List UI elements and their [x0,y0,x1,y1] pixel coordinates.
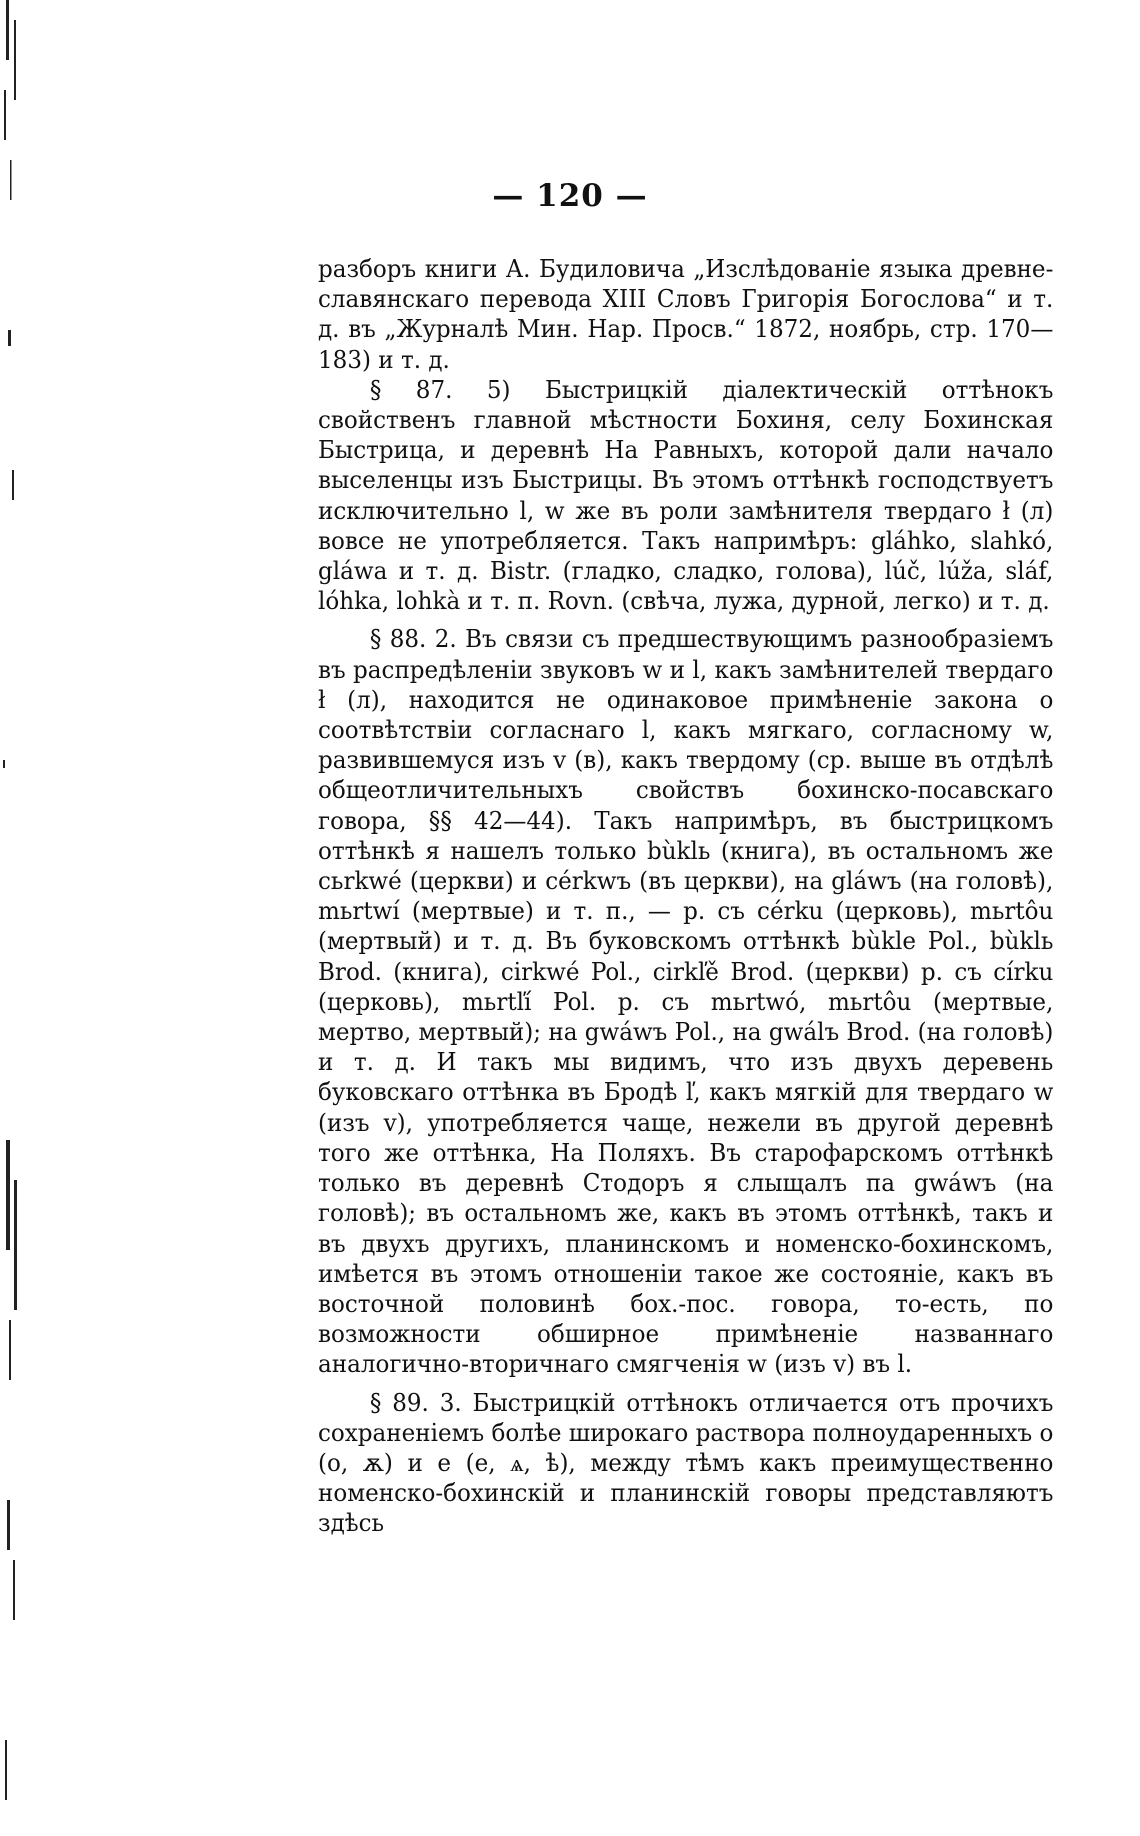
body-text [318,254,1053,1539]
scan-edge-marks [0,0,30,1836]
page-number: — 120 — [492,178,648,214]
paragraph-88: § 88. 2. Въ связи съ предшествующимъ разнообразіемъ въ распредѣленіи звуковъ w и l, какъ замѣнителей твердаго ł (л), находится не одинаковое примѣненіе закона о соотвѣтствіи согласнаго l, какъ мягкаго, согласному w, развившемуся изъ v (в), какъ твердому (ср. выше въ отдѣлѣ общеотличительныхъ свойствъ бохинско-посавскаго говора, §§ 42—44). Такъ напримѣръ, въ быстрицкомъ оттѣнкѣ я нашелъ только bùklь (книга), въ остальномъ же сьrkwé (церкви) и cérkwъ (въ церкви), на gláwъ (на головѣ), mьrtwí (мертвые) и т. п., — р. съ cérku (церковь), mьrtо̂u (мертвый) и т. д. Въ буковскомъ оттѣнкѣ bùkle Pol., bùklь Brod. (книга), cirkwé Pol., cirkľě Brod. (церкви) р. съ círku (церковь), mьrtľí Pol. р. съ mьrtwó, mьrtо̂u (мертвые, мертво, мертвый); на gwáwъ Pol., на gwálъ Brod. (на головѣ) и т. д. И такъ мы видимъ, что изъ двухъ деревень буковскаго оттѣнка въ Бродѣ ľ, какъ мягкій для твердаго w (изъ v), употребляется чаще, нежели въ другой деревнѣ того же оттѣнка, На Поляхъ. Въ старофарскомъ оттѣнкѣ только въ деревнѣ Стодоръ я слыщалъ па gwáwъ (на головѣ); въ остальномъ же, какъ въ этомъ оттѣнкѣ, такъ и въ двухъ другихъ, планинскомъ и номенско-бохинскомъ, имѣется въ этомъ отношеніи такое же состояніе, какъ въ восточной половинѣ бох.-пос. говора, то-есть, по возможности обширное примѣненіе названнаго аналогично-вторичнаго смягченія w (изъ v) въ l. [318,625,1054,1379]
paragraph-87: § 87. 5) Быстрицкій діалектическій оттѣнокъ свойственъ главной мѣстности Бохиня, селу Бохинская Быстрица, и деревнѣ На Равныхъ, которой дали начало выселенцы изъ Быстрицы. Въ этомъ оттѣнкѣ господствуетъ исключительно l, w же въ роли замѣнителя твердаго ł (л) вовсе не употребляется. Такъ напримѣръ: gláhko, slahkó, gláwa и т. д. Bistr. (гладко, сладко, голова), lúč, lúža, sláf, lóhka, lohkà и т. п. Rovn. (свѣча, лужа, дурной, легко) и т. д. [318,375,1054,616]
paragraph-89: § 89. 3. Быстрицкій оттѣнокъ отличается отъ прочихъ сохраненіемъ болѣе широкаго раствора полноударенныхъ о (о, ѫ) и е (е, ѧ, ѣ), между тѣмъ какъ преимущественно номенско-бохинскій и планинскій говоры представляютъ здѣсь [318,1388,1054,1538]
paragraph-continuation: разборъ книги А. Будиловича „Изслѣдованіе языка древне-славянскаго перевода XIII Словъ Григорія Богослова“ и т. д. въ „Журналѣ Мин. Нар. Просв.“ 1872, ноябрь, стр. 170—183) и т. д. [318,255,1054,374]
